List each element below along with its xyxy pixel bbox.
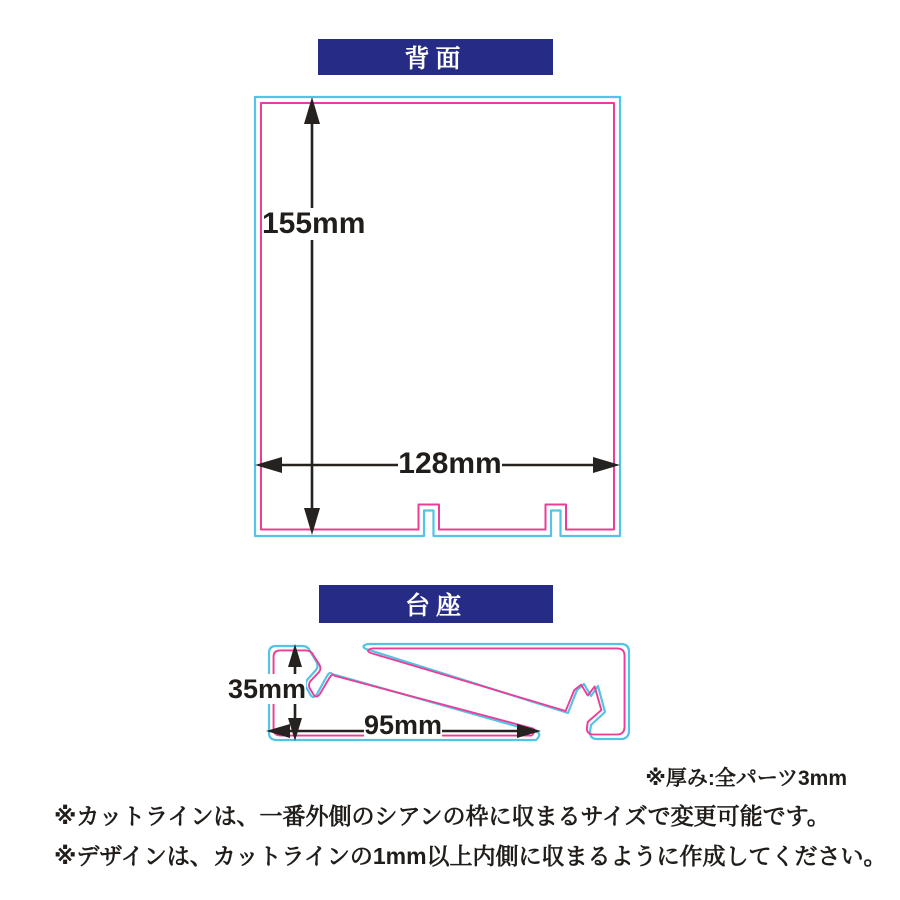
arrowhead-left-icon (255, 457, 282, 473)
base-section-badge-label: 台座 (404, 592, 467, 620)
back-height-arrow (304, 97, 320, 535)
arrowhead-right-icon (593, 457, 620, 473)
back-section-badge-label: 背面 (404, 45, 467, 73)
base-width-dim-label: 95mm (364, 710, 443, 740)
base-height-dim-label: 35mm (228, 674, 307, 704)
back-height-dim-label: 155mm (262, 207, 366, 240)
arrowhead-up-icon (304, 97, 320, 124)
back-section-badge (318, 39, 553, 75)
thickness-note: ※厚み:全パーツ3mm (645, 767, 847, 790)
arrowhead-down-icon (304, 508, 320, 535)
back-width-dim-label: 128mm (398, 447, 502, 480)
cutline-note: ※カットラインは、一番外側のシアンの枠に収まるサイズで変更可能です。 (54, 803, 830, 829)
design-note: ※デザインは、カットラインの1mm以上内側に収まるように作成してください。 (54, 843, 887, 869)
arrowhead-up-icon (288, 644, 302, 667)
base-section-badge (319, 585, 553, 623)
arrowhead-down-icon (288, 718, 302, 741)
